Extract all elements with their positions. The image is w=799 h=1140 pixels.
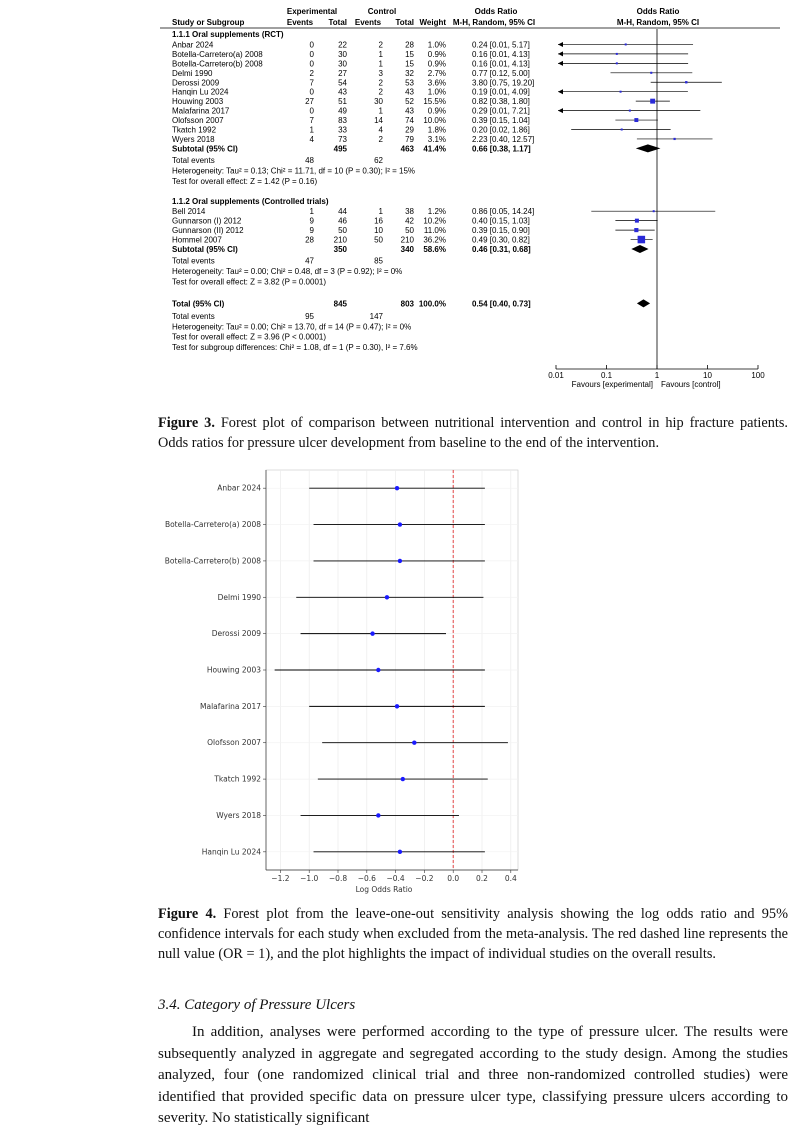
weight-13: 11.0% xyxy=(423,226,446,236)
subtotal-label-1: Subtotal (95% CI) xyxy=(172,245,238,254)
events-c-0: 2 xyxy=(378,40,383,50)
events-e-1: 0 xyxy=(309,49,314,59)
ci-text-10: 2.23 [0.40, 12.57] xyxy=(472,134,535,144)
weight-8: 10.0% xyxy=(423,116,446,126)
events-e-0: 0 xyxy=(309,40,314,50)
or-point-6 xyxy=(650,99,655,104)
total-c-4: 53 xyxy=(405,78,414,88)
x-axis-label: Log Odds Ratio xyxy=(355,885,413,894)
events-c-4: 2 xyxy=(378,78,383,88)
subtotal-total-e-0: 495 xyxy=(333,144,347,154)
study-name-3: Delmi 1990 xyxy=(172,68,213,78)
group-title-1: 1.1.2 Oral supplements (Controlled trials) xyxy=(172,196,329,206)
events-c-5: 2 xyxy=(378,87,383,97)
y-tick-label-4: Derossi 2009 xyxy=(211,629,261,639)
heterogeneity-1: Heterogeneity: Tau² = 0.00; Chi² = 0.48, df = 3 (P = 0.92); I² = 0% xyxy=(172,266,403,276)
events-e-12: 9 xyxy=(309,216,314,226)
study-name-11: Bell 2014 xyxy=(172,207,206,217)
y-tick-label-10: Hanqin Lu 2024 xyxy=(201,847,261,857)
events-e-4: 7 xyxy=(309,78,314,88)
total-e-14: 210 xyxy=(333,235,347,245)
total-e-8: 83 xyxy=(338,116,347,126)
y-tick-label-5: Houwing 2003 xyxy=(206,665,261,675)
or-point-3 xyxy=(650,72,652,74)
x-tick-label-1: −1.0 xyxy=(300,874,319,883)
total-c-12: 42 xyxy=(405,216,414,226)
or-point-9 xyxy=(621,129,623,131)
events-e-10: 4 xyxy=(309,134,314,144)
favours-experimental: Favours [experimental] xyxy=(571,380,653,389)
total-e-2: 30 xyxy=(338,59,347,69)
total-e-0: 22 xyxy=(338,40,347,50)
y-tick-label-2: Botella-Carretero(b) 2008 xyxy=(164,556,261,566)
estimate-point-3 xyxy=(385,595,389,599)
or-tick-label-3: 10 xyxy=(703,371,712,380)
or-point-2 xyxy=(616,62,618,64)
events-c-1: 1 xyxy=(378,49,383,59)
events-c-6: 30 xyxy=(374,97,383,107)
total-c-10: 79 xyxy=(405,134,414,144)
total-e-3: 27 xyxy=(338,68,347,78)
ci-text-4: 3.80 [0.75, 19.20] xyxy=(472,78,535,88)
favours-control: Favours [control] xyxy=(661,380,721,389)
y-tick-label-1: Botella-Carretero(a) 2008 xyxy=(164,520,261,530)
header-experimental: Experimental xyxy=(286,7,338,16)
total-total-c: 803 xyxy=(400,299,414,309)
total-events-label-0: Total events xyxy=(172,155,215,165)
or-ci-arrow-0 xyxy=(558,42,563,47)
study-name-12: Gunnarson (I) 2012 xyxy=(172,216,242,226)
weight-4: 3.6% xyxy=(427,78,446,88)
subtotal-total-e-1: 350 xyxy=(333,245,347,254)
total-events-e: 95 xyxy=(305,311,314,321)
subtotal-diamond-1 xyxy=(631,245,648,253)
total-e-10: 73 xyxy=(338,134,347,144)
total-events-c-0: 62 xyxy=(374,155,383,165)
total-c-3: 32 xyxy=(405,68,414,78)
x-tick-label-3: −0.6 xyxy=(357,874,376,883)
total-overall-effect: Test for overall effect: Z = 3.96 (P < 0.0001) xyxy=(172,332,327,342)
total-c-5: 43 xyxy=(405,87,414,97)
total-ci: 0.54 [0.40, 0.73] xyxy=(472,299,531,309)
total-label: Total (95% CI) xyxy=(172,299,225,309)
overall-effect-0: Test for overall effect: Z = 1.42 (P = 0.16) xyxy=(172,176,318,186)
weight-14: 36.2% xyxy=(423,235,446,245)
study-name-8: Olofsson 2007 xyxy=(172,116,224,126)
weight-6: 15.5% xyxy=(423,97,446,107)
weight-2: 0.9% xyxy=(427,59,446,69)
header-events-c: Events xyxy=(354,18,382,27)
or-tick-label-2: 1 xyxy=(654,371,660,380)
header-control: Control xyxy=(367,7,397,16)
total-c-9: 29 xyxy=(405,125,414,135)
total-c-7: 43 xyxy=(405,106,414,116)
events-c-11: 1 xyxy=(378,207,383,217)
total-events-label: Total events xyxy=(172,311,215,321)
or-ci-arrow-5 xyxy=(558,89,563,94)
or-tick-label-4: 100 xyxy=(751,371,765,380)
estimate-point-0 xyxy=(395,486,399,490)
figure3-caption xyxy=(158,413,788,453)
x-tick-label-6: 0.0 xyxy=(447,874,460,883)
estimate-point-8 xyxy=(401,777,405,781)
y-tick-label-7: Olofsson 2007 xyxy=(207,738,261,748)
total-c-13: 50 xyxy=(405,226,414,236)
header-study: Study or Subgroup xyxy=(172,18,245,27)
events-e-11: 1 xyxy=(309,207,314,217)
subtotal-total-c-0: 463 xyxy=(400,144,414,154)
total-c-2: 15 xyxy=(405,59,414,69)
total-e-1: 30 xyxy=(338,49,347,59)
figure3-label: Figure 3. xyxy=(158,415,215,431)
figure3-caption-text: Forest plot of comparison between nutritional intervention and control in hip fracture patients. Odds ratios for pressure ulcer development from baseline to the end of the intervention. xyxy=(158,415,788,451)
total-events-c-1: 85 xyxy=(374,256,383,266)
events-e-7: 0 xyxy=(309,106,314,116)
section-heading: 3.4. Category of Pressure Ulcers xyxy=(158,997,356,1013)
weight-12: 10.2% xyxy=(423,216,446,226)
study-name-1: Botella-Carretero(a) 2008 xyxy=(172,49,263,59)
estimate-point-6 xyxy=(395,704,399,708)
weight-10: 3.1% xyxy=(427,134,446,144)
events-e-14: 28 xyxy=(305,235,314,245)
total-heterogeneity: Heterogeneity: Tau² = 0.00; Chi² = 13.70, df = 14 (P = 0.47); I² = 0% xyxy=(172,322,412,332)
figure3-svg xyxy=(160,4,780,402)
ci-text-7: 0.29 [0.01, 7.21] xyxy=(472,106,530,116)
figure4-label: Figure 4. xyxy=(158,906,217,922)
figure3-forest-plot xyxy=(160,4,780,402)
estimate-point-2 xyxy=(398,559,402,563)
or-point-8 xyxy=(634,118,638,122)
section-body-text: In addition, analyses were performed according to the type of pressure ulcer. The results were subsequently analyzed in aggregate and segregated according to the study design. Among the studies analyzed, four (one randomized clinical trial and three non-randomized controlled studies) were identified that provided specific data on pressure ulcer type, classifying pressure ulcers according to severity. No statistically significant xyxy=(158,1024,788,1127)
ci-text-6: 0.82 [0.38, 1.80] xyxy=(472,97,530,107)
total-weight: 100.0% xyxy=(418,299,446,309)
total-c-14: 210 xyxy=(400,235,414,245)
x-tick-label-2: −0.8 xyxy=(328,874,348,883)
weight-0: 1.0% xyxy=(427,40,446,50)
subgroup-differences: Test for subgroup differences: Chi² = 1.08, df = 1 (P = 0.30), I² = 7.6% xyxy=(172,343,418,353)
weight-5: 1.0% xyxy=(427,87,446,97)
or-point-0 xyxy=(625,43,627,45)
header-method-plot: M-H, Random, 95% CI xyxy=(616,18,700,27)
x-tick-label-0: −1.2 xyxy=(271,874,290,883)
ci-text-9: 0.20 [0.02, 1.86] xyxy=(472,125,530,135)
or-point-7 xyxy=(629,110,631,112)
header-total-e: Total xyxy=(328,18,347,27)
or-point-1 xyxy=(616,53,618,55)
subtotal-ci-1: 0.46 [0.31, 0.68] xyxy=(472,245,531,254)
events-e-9: 1 xyxy=(309,125,314,135)
figure4-caption-text: Forest plot from the leave-one-out sensitivity analysis showing the log odds ratio and 95% confidence intervals for each study when excluded from the meta-analysis. The red dashed line represents the null value (OR = 1), and the plot highlights the impact of individual studies on the overall results. xyxy=(158,906,788,962)
overall-effect-1: Test for overall effect: Z = 3.82 (P = 0.0001) xyxy=(172,277,327,287)
y-tick-label-6: Malafarina 2017 xyxy=(200,701,261,711)
weight-1: 0.9% xyxy=(427,49,446,59)
ci-text-2: 0.16 [0.01, 4.13] xyxy=(472,59,530,69)
or-point-12 xyxy=(635,219,639,223)
ci-text-14: 0.49 [0.30, 0.82] xyxy=(472,235,530,245)
weight-7: 0.9% xyxy=(427,106,446,116)
weight-9: 1.8% xyxy=(427,125,446,135)
header-method: M-H, Random, 95% CI xyxy=(452,18,536,27)
total-c-1: 15 xyxy=(405,49,414,59)
weight-3: 2.7% xyxy=(427,68,446,78)
study-name-10: Wyers 2018 xyxy=(172,134,215,144)
weight-11: 1.2% xyxy=(427,207,446,217)
events-c-13: 10 xyxy=(374,226,383,236)
estimate-point-5 xyxy=(376,668,380,672)
heterogeneity-0: Heterogeneity: Tau² = 0.13; Chi² = 11.71, df = 10 (P = 0.30); I² = 15% xyxy=(172,166,416,176)
subtotal-ci-0: 0.66 [0.38, 1.17] xyxy=(472,144,531,154)
events-c-7: 1 xyxy=(378,106,383,116)
total-e-7: 49 xyxy=(338,106,347,116)
events-e-5: 0 xyxy=(309,87,314,97)
events-e-13: 9 xyxy=(309,226,314,236)
events-e-6: 27 xyxy=(305,97,314,107)
total-c-11: 38 xyxy=(405,207,414,217)
subtotal-label-0: Subtotal (95% CI) xyxy=(172,144,238,154)
study-name-2: Botella-Carretero(b) 2008 xyxy=(172,59,263,69)
events-c-2: 1 xyxy=(378,59,383,69)
total-e-9: 33 xyxy=(338,125,347,135)
or-ci-arrow-2 xyxy=(558,61,563,66)
events-c-3: 3 xyxy=(378,68,383,78)
header-odds-ratio: Odds Ratio xyxy=(474,7,518,16)
estimate-point-10 xyxy=(398,850,402,854)
header-events-e: Events xyxy=(286,18,314,27)
ci-text-12: 0.40 [0.15, 1.03] xyxy=(472,216,530,226)
or-point-11 xyxy=(653,210,655,212)
group-title-0: 1.1.1 Oral supplements (RCT) xyxy=(172,30,284,39)
header-weight: Weight xyxy=(419,18,446,27)
figure4-chart xyxy=(160,466,520,896)
estimate-point-9 xyxy=(376,813,380,817)
total-c-6: 52 xyxy=(405,97,414,107)
total-diamond xyxy=(637,299,650,307)
or-point-10 xyxy=(673,138,675,140)
total-c-0: 28 xyxy=(405,40,414,50)
total-e-13: 50 xyxy=(338,226,347,236)
subtotal-total-c-1: 340 xyxy=(400,245,414,254)
study-name-14: Hommel 2007 xyxy=(172,235,222,245)
y-tick-label-0: Anbar 2024 xyxy=(217,483,261,493)
estimate-point-4 xyxy=(370,631,374,635)
ci-text-13: 0.39 [0.15, 0.90] xyxy=(472,226,530,236)
subtotal-weight-0: 41.4% xyxy=(423,144,446,154)
figure4-caption xyxy=(158,904,788,964)
or-point-4 xyxy=(685,81,687,83)
total-events-e-1: 47 xyxy=(305,256,314,266)
total-events-e-0: 48 xyxy=(305,155,314,165)
or-tick-label-1: 0.1 xyxy=(600,371,613,380)
ci-text-3: 0.77 [0.12, 5.00] xyxy=(472,68,530,78)
events-c-8: 14 xyxy=(374,116,383,126)
study-name-9: Tkatch 1992 xyxy=(172,125,217,135)
study-name-5: Hanqin Lu 2024 xyxy=(172,87,229,97)
total-c-8: 74 xyxy=(405,116,414,126)
figure4-svg xyxy=(160,466,520,896)
or-tick-label-0: 0.01 xyxy=(548,371,564,380)
y-tick-label-9: Wyers 2018 xyxy=(216,810,261,820)
study-name-4: Derossi 2009 xyxy=(172,78,220,88)
or-point-13 xyxy=(634,228,638,232)
events-c-14: 50 xyxy=(374,235,383,245)
total-total-e: 845 xyxy=(333,299,347,309)
events-c-10: 2 xyxy=(378,134,383,144)
total-e-5: 43 xyxy=(338,87,347,97)
events-e-8: 7 xyxy=(309,116,314,126)
study-name-7: Malafarina 2017 xyxy=(172,106,230,116)
or-point-5 xyxy=(620,91,622,93)
events-c-12: 16 xyxy=(374,216,383,226)
header-total-c: Total xyxy=(395,18,414,27)
events-c-9: 4 xyxy=(378,125,383,135)
or-point-14 xyxy=(638,236,646,244)
study-name-13: Gunnarson (II) 2012 xyxy=(172,226,244,236)
x-tick-label-8: 0.4 xyxy=(504,874,517,883)
study-name-6: Houwing 2003 xyxy=(172,97,224,107)
total-e-11: 44 xyxy=(338,207,347,217)
study-name-0: Anbar 2024 xyxy=(172,40,214,50)
total-events-c: 147 xyxy=(369,311,383,321)
estimate-point-1 xyxy=(398,522,402,526)
total-e-6: 51 xyxy=(338,97,347,107)
total-e-4: 54 xyxy=(338,78,347,88)
events-e-3: 2 xyxy=(309,68,314,78)
subtotal-weight-1: 58.6% xyxy=(423,245,446,254)
y-tick-label-3: Delmi 1990 xyxy=(217,592,261,602)
ci-text-11: 0.86 [0.05, 14.24] xyxy=(472,207,535,217)
y-tick-label-8: Tkatch 1992 xyxy=(214,774,261,784)
total-e-12: 46 xyxy=(338,216,347,226)
or-ci-arrow-1 xyxy=(558,51,563,56)
header-odds-ratio-plot: Odds Ratio xyxy=(636,7,680,16)
ci-text-5: 0.19 [0.01, 4.09] xyxy=(472,87,530,97)
total-events-label-1: Total events xyxy=(172,256,215,266)
ci-text-1: 0.16 [0.01, 4.13] xyxy=(472,49,530,59)
estimate-point-7 xyxy=(412,741,416,745)
x-tick-label-5: −0.2 xyxy=(415,874,434,883)
ci-text-0: 0.24 [0.01, 5.17] xyxy=(472,40,530,50)
ci-text-8: 0.39 [0.15, 1.04] xyxy=(472,116,530,126)
x-tick-label-4: −0.4 xyxy=(386,874,405,883)
or-ci-arrow-7 xyxy=(558,108,563,113)
events-e-2: 0 xyxy=(309,59,314,69)
x-tick-label-7: 0.2 xyxy=(476,874,488,883)
